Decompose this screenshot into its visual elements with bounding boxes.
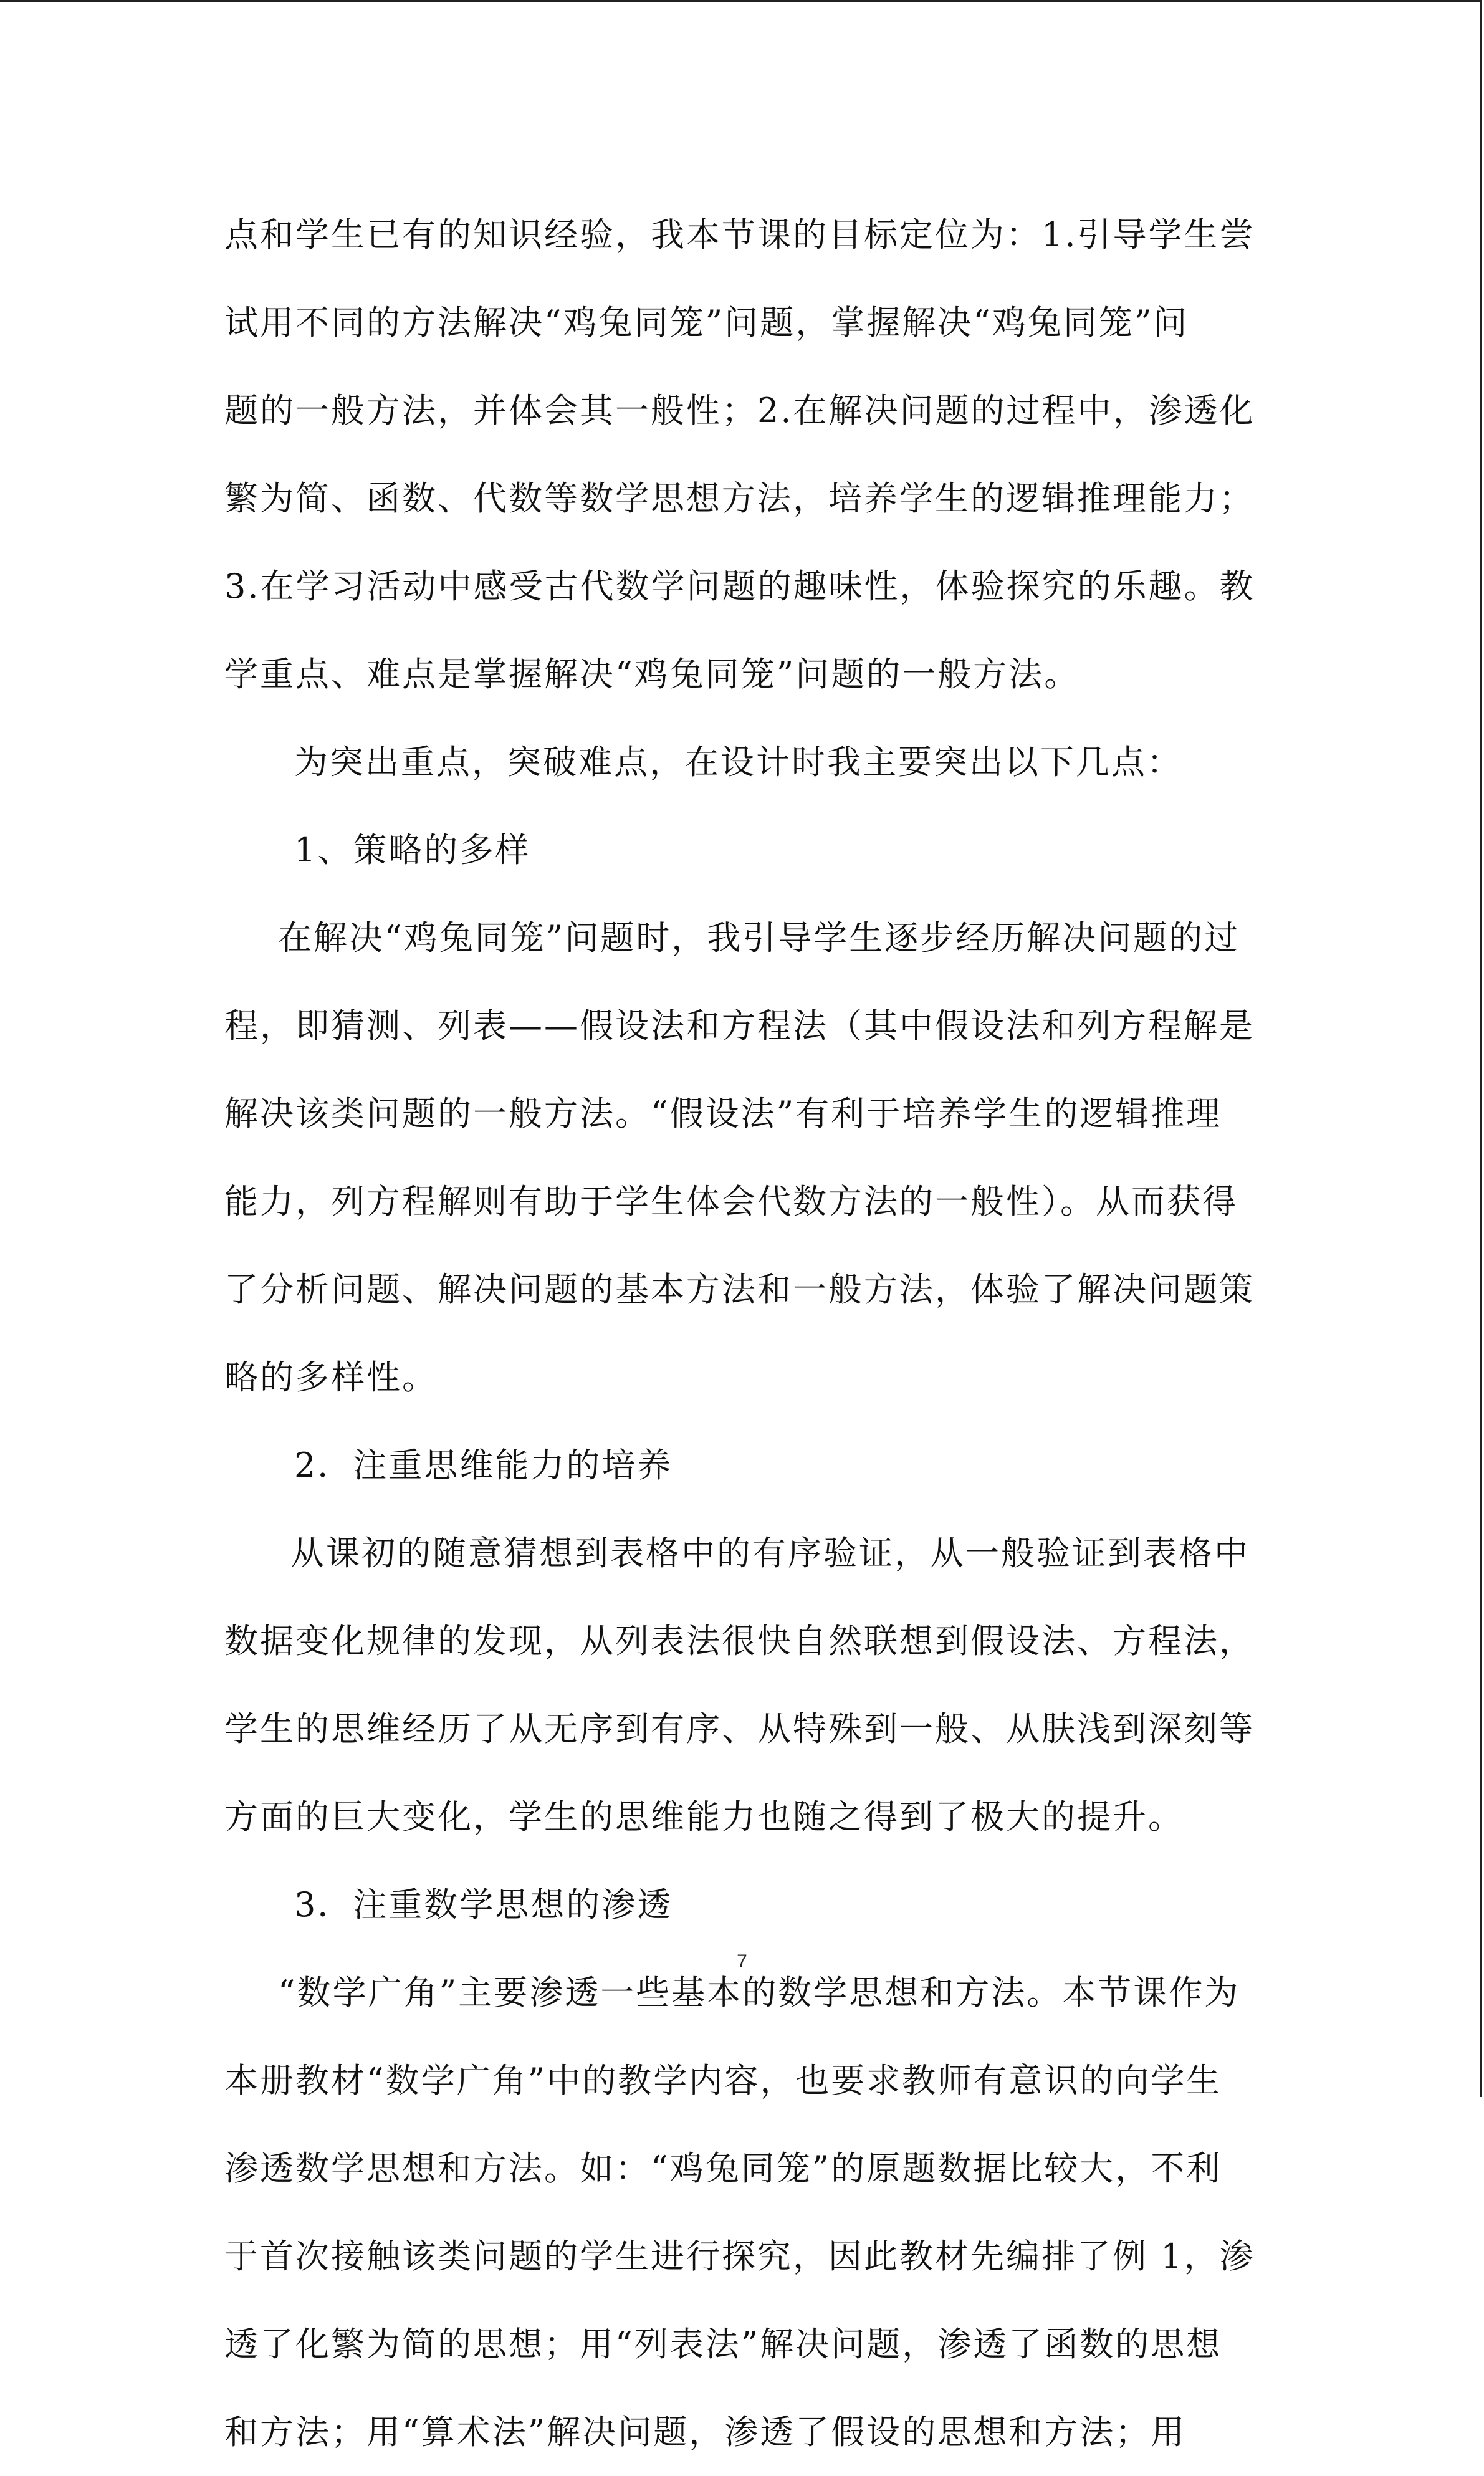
text-line: 数据变化规律的发现，从列表法很快自然联想到假设法、方程法， xyxy=(224,1621,1255,1661)
text-line: 解决该类问题的一般方法。“假设法”有利于培养学生的逻辑推理 xyxy=(224,1094,1222,1133)
text-line: 渗透数学思想和方法。如：“鸡兔同笼”的原题数据比较大，不利 xyxy=(224,2149,1222,2188)
page-number: 7 xyxy=(737,1951,747,1972)
section-heading-1: 1、策略的多样 xyxy=(294,830,531,870)
text-line: 3.在学习活动中感受古代数学问题的趣味性，体验探究的乐趣。教 xyxy=(224,567,1255,606)
text-line: 题的一般方法，并体会其一般性；2.在解决问题的过程中，渗透化 xyxy=(224,391,1255,430)
text-line: 学生的思维经历了从无序到有序、从特殊到一般、从肤浅到深刻等 xyxy=(224,1709,1255,1749)
text-line: 学重点、难点是掌握解决“鸡兔同笼”问题的一般方法。 xyxy=(224,655,1080,694)
text-line: 方面的巨大变化，学生的思维能力也随之得到了极大的提升。 xyxy=(224,1797,1184,1836)
section-heading-2: 2．注重思维能力的培养 xyxy=(294,1446,673,1485)
text-line: 点和学生已有的知识经验，我本节课的目标定位为：1.引导学生尝 xyxy=(224,215,1255,254)
text-line: 在解决“鸡兔同笼”问题时，我引导学生逐步经历解决问题的过 xyxy=(278,918,1240,957)
text-line: “数学广角”主要渗透一些基本的数学思想和方法。本节课作为 xyxy=(278,1973,1240,2012)
text-line: 程，即猜测、列表——假设法和方程法（其中假设法和列方程解是 xyxy=(224,1006,1255,1045)
text-line: 和方法；用“算术法”解决问题，渗透了假设的思想和方法；用 xyxy=(224,2412,1187,2452)
text-line: 从课初的随意猜想到表格中的有序验证，从一般验证到表格中 xyxy=(290,1533,1250,1573)
text-line: 能力，列方程解则有助于学生体会代数方法的一般性）。从而获得 xyxy=(224,1182,1238,1221)
text-line: 本册教材“数学广角”中的教学内容，也要求教师有意识的向学生 xyxy=(224,2061,1222,2100)
section-heading-3: 3．注重数学思想的渗透 xyxy=(294,1885,673,1924)
text-line: 于首次接触该类问题的学生进行探究，因此教材先编排了例 1，渗 xyxy=(224,2237,1255,2276)
body-text xyxy=(224,191,1259,2476)
text-line: 透了化繁为简的思想；用“列表法”解决问题，渗透了函数的思想 xyxy=(224,2325,1222,2364)
text-line: 试用不同的方法解决“鸡兔同笼”问题，掌握解决“鸡兔同笼”问 xyxy=(224,303,1189,342)
text-line: 繁为简、函数、代数等数学思想方法，培养学生的逻辑推理能力； xyxy=(224,479,1255,518)
paragraph-intro: 为突出重点，突破难点，在设计时我主要突出以下几点： xyxy=(294,742,1182,782)
text-line: 了分析问题、解决问题的基本方法和一般方法，体验了解决问题策 xyxy=(224,1270,1255,1309)
text-line: 略的多样性。 xyxy=(224,1358,438,1397)
